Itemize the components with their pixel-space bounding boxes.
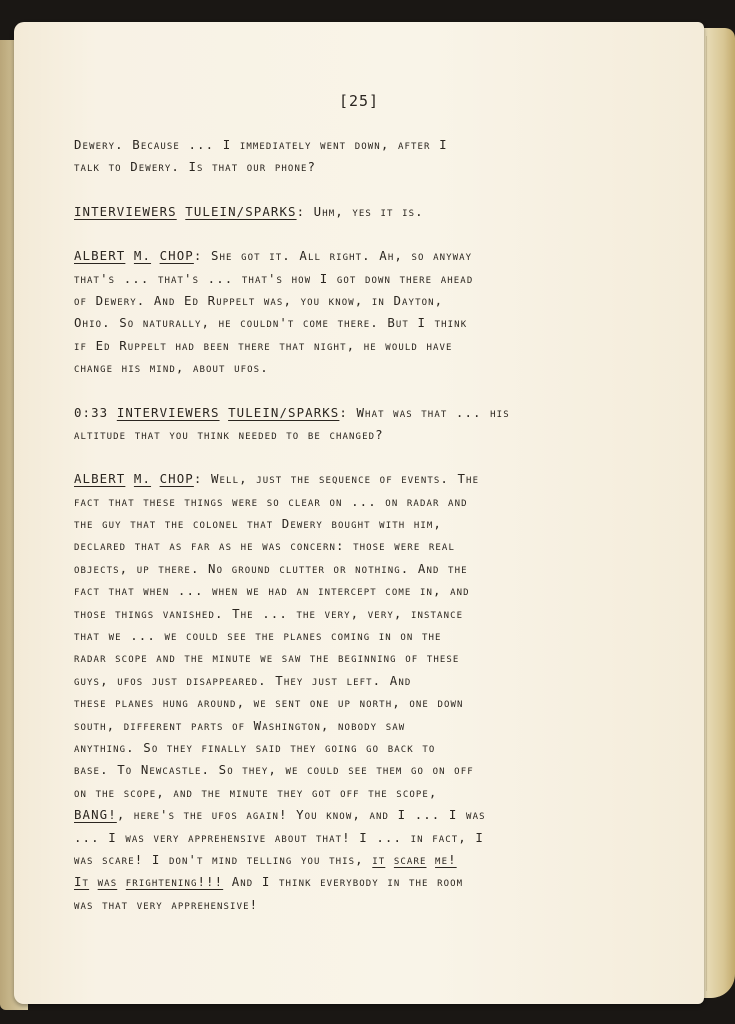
text-segment: those things vanished. The ... the very, very, instance	[74, 605, 464, 621]
text-line	[74, 156, 604, 178]
text-segment: Dewery. Because ... I immediately went down, after I	[74, 137, 448, 152]
text-segment: change his mind, about ufos.	[74, 360, 269, 376]
text-line	[74, 782, 604, 804]
text-segment: , here's the ufos again! You know, and I ... I was	[116, 807, 486, 823]
text-line	[74, 290, 604, 312]
text-line	[74, 603, 604, 625]
text-line	[74, 335, 604, 357]
text-segment: : Uhm, yes it is.	[296, 203, 424, 219]
text-segment: altitude that you think needed to be changed?	[74, 426, 384, 442]
text-segment	[220, 405, 229, 420]
text-line	[74, 312, 604, 334]
text-segment	[151, 471, 160, 486]
text-segment: anything. So they finally said they going go back to	[74, 739, 436, 755]
text-line	[74, 535, 604, 557]
text-segment	[151, 248, 160, 263]
underlined-text: ALBERT	[74, 248, 126, 264]
underlined-text: M.	[133, 471, 152, 487]
text-line	[74, 268, 604, 290]
text-segment: radar scope and the minute we saw the beginning of these	[74, 650, 460, 666]
transcript-text	[74, 134, 604, 938]
text-line	[74, 245, 604, 267]
underlined-text: It	[74, 874, 90, 890]
text-line	[74, 625, 604, 647]
text-segment: of Dewery. And Ed Ruppelt was, you know, in Dayton,	[74, 292, 444, 308]
text-segment: was scare! I don't mind telling you this,	[74, 851, 373, 867]
text-segment: base. To Newcastle. So they, we could see them go on off	[74, 762, 474, 778]
text-line	[74, 468, 604, 490]
underlined-text: TULEIN/SPARKS	[228, 404, 340, 420]
underlined-text: INTERVIEWERS	[116, 404, 220, 420]
page-number: [25]	[338, 92, 380, 110]
text-segment: objects, up there. No ground clutter or nothing. And the	[74, 560, 468, 576]
text-line	[74, 737, 604, 759]
underlined-text: INTERVIEWERS	[74, 203, 177, 219]
text-segment: these planes hung around, we sent one up north, one down	[74, 695, 464, 711]
text-segment	[177, 204, 186, 219]
underlined-text: BANG!	[74, 807, 117, 823]
paragraph	[74, 134, 604, 179]
underlined-text: CHOP	[159, 471, 194, 487]
text-segment: Ohio. So naturally, he couldn't come there. But I think	[74, 315, 468, 331]
text-line	[74, 491, 604, 513]
underlined-text: was	[97, 874, 118, 890]
underlined-text: CHOP	[159, 248, 194, 264]
underlined-text: frightening!!!	[125, 874, 224, 890]
text-line	[74, 849, 604, 871]
text-line	[74, 580, 604, 602]
text-segment: south, different parts of Washington, nobody saw	[74, 717, 406, 733]
paragraph	[74, 245, 604, 379]
text-segment: ... I was very apprehensive about that! I ... in fact, I	[74, 829, 484, 845]
text-segment: talk to Dewery. Is that our phone?	[74, 159, 317, 175]
text-line	[74, 670, 604, 692]
underlined-text: me!	[435, 851, 457, 867]
text-segment: fact that when ... when we had an intercept come in, and	[74, 583, 470, 599]
text-segment	[385, 852, 394, 867]
text-line	[74, 894, 604, 916]
underlined-text: it	[372, 851, 386, 867]
text-line	[74, 871, 604, 893]
paragraph	[74, 468, 604, 916]
text-segment: : She got it. All right. Ah, so anyway	[193, 248, 473, 264]
underlined-text: M.	[133, 248, 152, 264]
underlined-text: ALBERT	[74, 471, 126, 487]
underlined-text: TULEIN/SPARKS	[185, 203, 297, 219]
text-segment: that's ... that's ... that's how I got down there ahead	[74, 270, 474, 286]
text-segment	[117, 874, 126, 889]
book-page	[14, 22, 704, 1004]
underlined-text: scare	[393, 851, 427, 867]
text-line	[74, 647, 604, 669]
text-segment: on the scope, and the minute they got off the scope,	[74, 784, 438, 800]
text-segment: that we ... we could see the planes coming in on the	[74, 628, 442, 644]
text-segment	[125, 248, 134, 263]
text-line	[74, 201, 604, 223]
text-line	[74, 827, 604, 849]
text-segment	[89, 874, 98, 889]
text-segment: guys, ufos just disappeared. They just left. And	[74, 672, 412, 688]
text-line	[74, 558, 604, 580]
text-segment: fact that these things were so clear on ... on radar and	[74, 493, 468, 509]
text-line	[74, 715, 604, 737]
paragraph	[74, 402, 604, 447]
text-line	[74, 759, 604, 781]
text-line	[74, 513, 604, 535]
paragraph	[74, 201, 604, 223]
text-segment: 0:33	[74, 404, 117, 420]
text-line	[74, 424, 604, 446]
text-segment: : Well, just the sequence of events. The	[193, 471, 480, 487]
text-segment: : What was that ... his	[339, 404, 510, 420]
text-line	[74, 804, 604, 826]
text-segment	[125, 471, 134, 486]
text-line	[74, 692, 604, 714]
text-segment: if Ed Ruppelt had been there that night, he would have	[74, 337, 453, 353]
text-segment: was that very apprehensive!	[74, 896, 259, 912]
text-segment: the guy that the colonel that Dewery bought with him,	[74, 516, 442, 532]
text-segment	[426, 852, 435, 867]
text-segment: declared that as far as he was concern: those were real	[74, 538, 455, 554]
text-segment: And I think everybody in the room	[223, 874, 464, 890]
text-line	[74, 134, 604, 156]
text-line	[74, 357, 604, 379]
text-line	[74, 402, 604, 424]
